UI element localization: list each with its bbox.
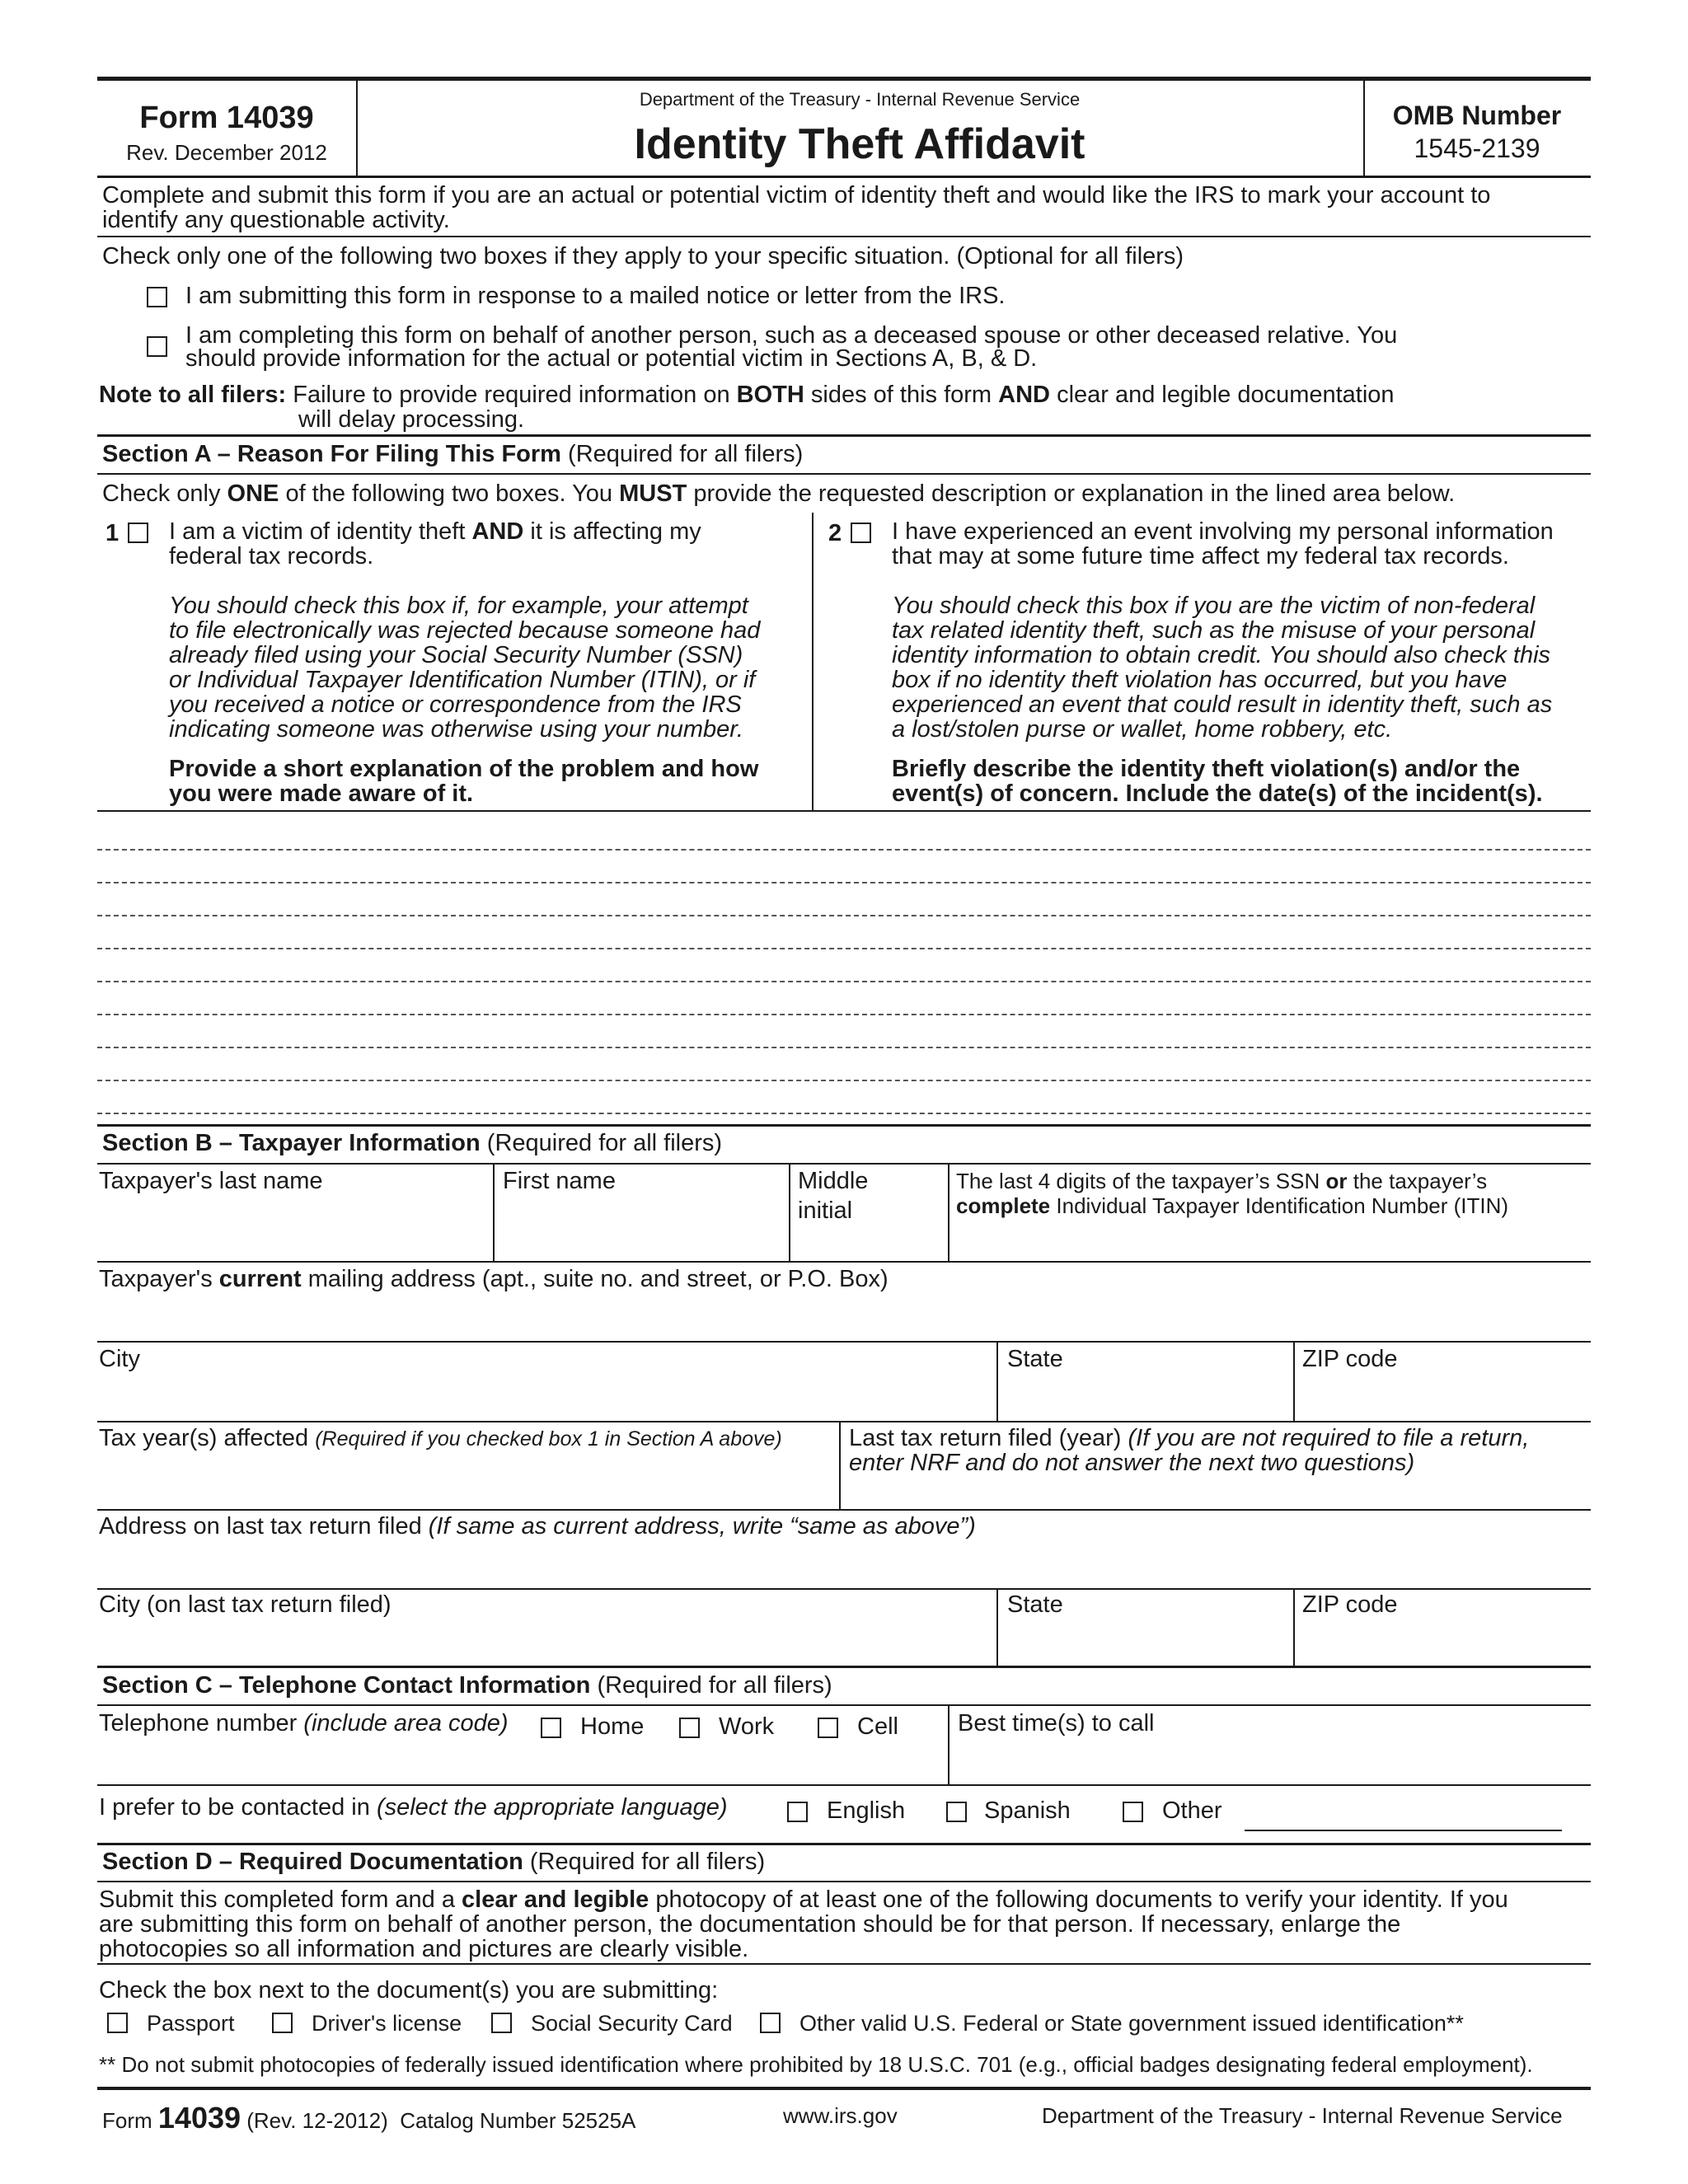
intro-line-2: identify any questionable activity. — [102, 207, 450, 233]
box-1-italic-3: already filed using your Social Security Number (SSN) — [169, 642, 743, 668]
best-time-field[interactable] — [950, 1739, 1591, 1783]
last-address-label-main: Address on last tax return filed — [99, 1513, 422, 1540]
section-b-top-rule — [97, 1124, 1591, 1127]
section-a-column-divider — [812, 513, 814, 812]
last-address-note: (If same as current address, write “same as above”) — [428, 1513, 976, 1540]
docs-para-rule — [97, 1963, 1591, 1965]
header-top-rule — [97, 77, 1591, 81]
mailed-notice-checkbox[interactable] — [147, 287, 167, 307]
ssn-label-c: Individual Taxpayer Identification Number (ITIN) — [1056, 1193, 1509, 1218]
footer-rule — [97, 2087, 1591, 2090]
section-a-instr-must: MUST — [619, 480, 687, 507]
prefer-note: (select the appropriate language) — [376, 1794, 728, 1821]
work-checkbox[interactable] — [679, 1718, 700, 1738]
box-1-line-1 — [169, 519, 701, 544]
footer-rev: (Rev. 12-2012) — [246, 2108, 388, 2133]
note-label: Note to all filers: — [99, 382, 287, 408]
optional-instructions: Check only one of the following two boxes if they apply to your specific situation. (Optional for all filers) — [102, 243, 1184, 269]
ssn-label-b: the taxpayer’s — [1353, 1169, 1488, 1193]
tax-years-label-main: Tax year(s) affected — [99, 1425, 309, 1451]
passport-label: Passport — [147, 2011, 235, 2036]
section-c-heading-rule — [97, 1704, 1591, 1706]
box-1-italic-4: or Individual Taxpayer Identification Number (ITIN), or if — [169, 667, 756, 693]
phone-label-main: Telephone number — [99, 1710, 298, 1736]
last-city-label: City (on last tax return filed) — [99, 1591, 392, 1618]
city-field[interactable] — [97, 1373, 995, 1419]
first-name-field[interactable] — [495, 1197, 787, 1259]
explanation-line — [97, 882, 1591, 883]
last-address-label — [99, 1514, 976, 1539]
prefer-language-label — [99, 1795, 728, 1820]
last-return-label-main: Last tax return filed (year) — [849, 1425, 1122, 1451]
ssn-label-1 — [956, 1169, 1487, 1193]
explanation-line — [97, 1080, 1591, 1081]
other-language-label: Other — [1162, 1797, 1222, 1824]
section-a-instr-b: of the following two boxes. You — [285, 480, 613, 507]
box-1-italic-6: indicating someone was otherwise using your number. — [169, 716, 743, 743]
spanish-checkbox[interactable] — [946, 1802, 967, 1822]
box-1-number: 1 — [106, 520, 120, 546]
footer-website[interactable]: www.irs.gov — [783, 2103, 898, 2128]
box-2-line-1: I have experienced an event involving my personal information — [892, 518, 1554, 545]
note-text-c: clear and legible documentation — [1057, 382, 1395, 408]
section-a-box-bottom-rule — [97, 810, 1591, 812]
spanish-label: Spanish — [984, 1797, 1071, 1824]
explanation-line — [97, 849, 1591, 851]
note-line-1 — [99, 382, 1395, 407]
city-label: City — [99, 1346, 140, 1372]
docs-para-1a: Submit this completed form and a — [99, 1886, 455, 1913]
footer-form-word: Form — [102, 2108, 152, 2133]
home-label: Home — [580, 1713, 645, 1740]
behalf-of-another-label-1: I am completing this form on behalf of another person, such as a deceased spouse or other deceased relative. You — [185, 322, 1398, 349]
docs-para-1-bold: clear and legible — [462, 1886, 649, 1913]
section-a-title: Section A – Reason For Filing This Form — [102, 441, 561, 467]
last-city-field[interactable] — [97, 1619, 995, 1665]
explanation-text-area[interactable] — [97, 816, 1591, 1122]
box-2-italic-2: tax related identity theft, such as the misuse of your personal — [892, 617, 1536, 644]
footer-form-number: 14039 — [157, 2101, 241, 2135]
mailed-notice-label: I am submitting this form in response to a mailed notice or letter from the IRS. — [185, 283, 1006, 309]
box-1-checkbox[interactable] — [128, 523, 148, 543]
section-d-heading — [102, 1849, 765, 1874]
current-address-label — [99, 1267, 889, 1291]
department-name: Department of the Treasury - Internal Revenue Service — [639, 89, 1081, 110]
drivers-license-label: Driver's license — [312, 2011, 462, 2036]
docs-para-3: photocopies so all information and pictures are clearly visible. — [99, 1936, 749, 1962]
last-address-field[interactable] — [97, 1541, 1591, 1586]
box-2-italic-6: a lost/stolen purse or wallet, home robbery, etc. — [892, 716, 1393, 743]
explanation-line — [97, 1113, 1591, 1114]
box-2-italic-3: identity information to obtain credit. You should also check this — [892, 642, 1551, 668]
note-line-2: will delay processing. — [298, 406, 525, 433]
last-state-field[interactable] — [998, 1619, 1292, 1665]
ssn-label-2 — [956, 1193, 1508, 1218]
section-d-title: Section D – Required Documentation — [102, 1849, 523, 1875]
docs-para-1b: photocopy of at least one of the following documents to verify your identity. If you — [655, 1886, 1508, 1913]
state-label: State — [1007, 1346, 1063, 1372]
prefer-label-main: I prefer to be contacted in — [99, 1794, 370, 1821]
english-label: English — [827, 1797, 906, 1824]
name-divider-2 — [789, 1164, 790, 1261]
section-b-heading — [102, 1131, 722, 1155]
section-a-instructions — [102, 481, 1455, 506]
last-address-bottom-rule — [97, 1588, 1591, 1590]
cell-checkbox[interactable] — [818, 1718, 838, 1738]
page-title: Identity Theft Affidavit — [634, 120, 1085, 168]
address-label-current: current — [218, 1266, 302, 1292]
english-checkbox[interactable] — [787, 1802, 808, 1822]
box-2-checkbox[interactable] — [851, 523, 871, 543]
explanation-line — [97, 1047, 1591, 1048]
last-name-field[interactable] — [97, 1197, 491, 1259]
phone-note: (include area code) — [303, 1710, 509, 1736]
tax-years-field[interactable] — [97, 1454, 837, 1507]
ss-card-label: Social Security Card — [531, 2011, 733, 2036]
zip-field[interactable] — [1295, 1373, 1591, 1419]
address-bottom-rule — [97, 1341, 1591, 1343]
note-text-a: Failure to provide required information on — [293, 382, 730, 408]
other-id-checkbox[interactable] — [760, 2013, 781, 2033]
last-return-note-2: enter NRF and do not answer the next two questions) — [849, 1450, 1415, 1476]
footer-catalog: Catalog Number 52525A — [400, 2108, 636, 2133]
last-name-label: Taxpayer's last name — [99, 1168, 323, 1194]
last-return-note-1: (If you are not required to file a return, — [1128, 1425, 1530, 1451]
section-c-heading — [102, 1673, 832, 1698]
section-a-instr-a: Check only — [102, 480, 221, 507]
phone-label — [99, 1711, 509, 1736]
note-text-b: sides of this form — [810, 382, 992, 408]
current-address-field[interactable] — [97, 1294, 1591, 1339]
middle-initial-label-2: initial — [798, 1197, 853, 1224]
tax-year-bottom-rule — [97, 1509, 1591, 1511]
other-id-label: Other valid U.S. Federal or State government issued identification** — [799, 2011, 1464, 2036]
other-language-checkbox[interactable] — [1123, 1802, 1143, 1822]
section-d-top-rule — [97, 1843, 1591, 1845]
explanation-line — [97, 981, 1591, 982]
section-d-heading-rule — [97, 1881, 1591, 1882]
documents-footnote: ** Do not submit photocopies of federally issued identification where prohibited by 18 U.S.C. 701 (e.g., official badges designating federal employment). — [99, 2052, 1533, 2077]
ssn-field[interactable] — [950, 1221, 1591, 1259]
box-2-italic-1: You should check this box if you are the victim of non-federal — [892, 593, 1536, 619]
section-b-required: (Required for all filers) — [486, 1130, 723, 1156]
box-1-line-2: federal tax records. — [169, 543, 374, 569]
box-1-bold-1: Provide a short explanation of the problem and how — [169, 756, 759, 782]
middle-initial-field[interactable] — [857, 1197, 946, 1259]
box-1-italic-5: you received a notice or correspondence from the IRS — [169, 691, 742, 718]
box-1-italic-1: You should check this box if, for example, your attempt — [169, 593, 748, 619]
section-b-title: Section B – Taxpayer Information — [102, 1130, 481, 1156]
docs-para-2: are submitting this form on behalf of another person, the documentation should be for that person. If necessary, enlarge the — [99, 1911, 1401, 1938]
home-checkbox[interactable] — [541, 1718, 561, 1738]
state-field[interactable] — [998, 1373, 1292, 1419]
best-time-label: Best time(s) to call — [958, 1710, 1155, 1736]
docs-para-1 — [99, 1887, 1508, 1912]
zip-label: ZIP code — [1302, 1346, 1398, 1372]
box-2-italic-4: box if no identity theft violation has occurred, but you have — [892, 667, 1507, 693]
city-bottom-rule — [97, 1421, 1591, 1422]
ssn-label-a: The last 4 digits of the taxpayer’s SSN — [956, 1169, 1320, 1193]
address-label-a: Taxpayer's — [99, 1266, 213, 1292]
last-return-field[interactable] — [841, 1477, 1591, 1507]
section-a-instr-c: provide the requested description or explanation in the lined area below. — [693, 480, 1456, 507]
footer-department: Department of the Treasury - Internal Revenue Service — [1042, 2103, 1563, 2128]
footer-form-id — [102, 2102, 635, 2137]
section-c-title: Section C – Telephone Contact Information — [102, 1672, 591, 1699]
note-both: BOTH — [736, 382, 804, 408]
box-1-line-1a: I am a victim of identity theft — [169, 518, 466, 545]
omb-number: 1545-2139 — [1414, 134, 1540, 163]
section-c-required: (Required for all filers) — [597, 1672, 832, 1699]
names-bottom-rule — [97, 1261, 1591, 1263]
work-label: Work — [719, 1713, 775, 1740]
intro-line-1: Complete and submit this form if you are an actual or potential victim of identity theft and would like the IRS to mark your account to — [102, 182, 1491, 209]
check-documents-label: Check the box next to the document(s) you are submitting: — [99, 1977, 719, 2004]
section-d-required: (Required for all filers) — [529, 1849, 766, 1875]
passport-checkbox[interactable] — [107, 2013, 128, 2033]
behalf-of-another-label-2: should provide information for the actual or potential victim in Sections A, B, & D. — [185, 345, 1038, 372]
box-1-line-1b: it is affecting my — [530, 518, 701, 545]
ss-card-checkbox[interactable] — [491, 2013, 512, 2033]
box-2-bold-2: event(s) of concern. Include the date(s) of the incident(s). — [892, 780, 1543, 807]
explanation-line — [97, 915, 1591, 916]
omb-label: OMB Number — [1392, 101, 1562, 130]
box-1-bold-2: you were made aware of it. — [169, 780, 474, 807]
tax-years-label — [99, 1426, 782, 1451]
first-name-label: First name — [503, 1168, 616, 1194]
section-a-heading-rule — [97, 473, 1591, 475]
drivers-license-checkbox[interactable] — [272, 2013, 293, 2033]
section-c-top-rule — [97, 1666, 1591, 1668]
ssn-label-complete: complete — [956, 1193, 1051, 1218]
header-bottom-rule — [97, 176, 1591, 178]
box-2-italic-5: experienced an event that could result in identity theft, such as — [892, 691, 1553, 718]
section-a-instr-one: ONE — [227, 480, 279, 507]
explanation-line — [97, 1014, 1591, 1015]
box-2-line-2: that may at some future time affect my federal tax records. — [892, 543, 1509, 569]
phone-bottom-rule — [97, 1784, 1591, 1786]
section-a-heading — [102, 442, 803, 466]
section-a-required: (Required for all filers) — [568, 441, 804, 467]
last-zip-field[interactable] — [1295, 1619, 1591, 1665]
ssn-label-or: or — [1325, 1169, 1348, 1193]
section-a-top-rule — [97, 434, 1591, 437]
cell-label: Cell — [857, 1713, 898, 1740]
other-language-field[interactable] — [1245, 1830, 1562, 1831]
last-state-label: State — [1007, 1591, 1063, 1618]
last-return-label-1 — [849, 1426, 1529, 1451]
explanation-line — [97, 948, 1591, 949]
middle-initial-label-1: Middle — [798, 1168, 869, 1194]
form-revision: Rev. December 2012 — [126, 140, 327, 165]
last-zip-label: ZIP code — [1302, 1591, 1398, 1618]
phone-number-field[interactable] — [97, 1742, 946, 1783]
box-2-bold-1: Briefly describe the identity theft violation(s) and/or the — [892, 756, 1521, 782]
box-2-number: 2 — [828, 520, 842, 546]
box-1-and: AND — [471, 518, 524, 545]
address-label-b: mailing address (apt., suite no. and street, or P.O. Box) — [307, 1266, 889, 1292]
box-1-italic-2: to file electronically was rejected because someone had — [169, 617, 761, 644]
section-b-heading-rule — [97, 1163, 1591, 1165]
tax-years-note: (Required if you checked box 1 in Section A above) — [315, 1427, 782, 1451]
intro-rule — [97, 236, 1591, 237]
form-label: Form 14039 — [139, 101, 314, 135]
note-and: AND — [998, 382, 1050, 408]
behalf-of-another-checkbox[interactable] — [147, 336, 167, 357]
